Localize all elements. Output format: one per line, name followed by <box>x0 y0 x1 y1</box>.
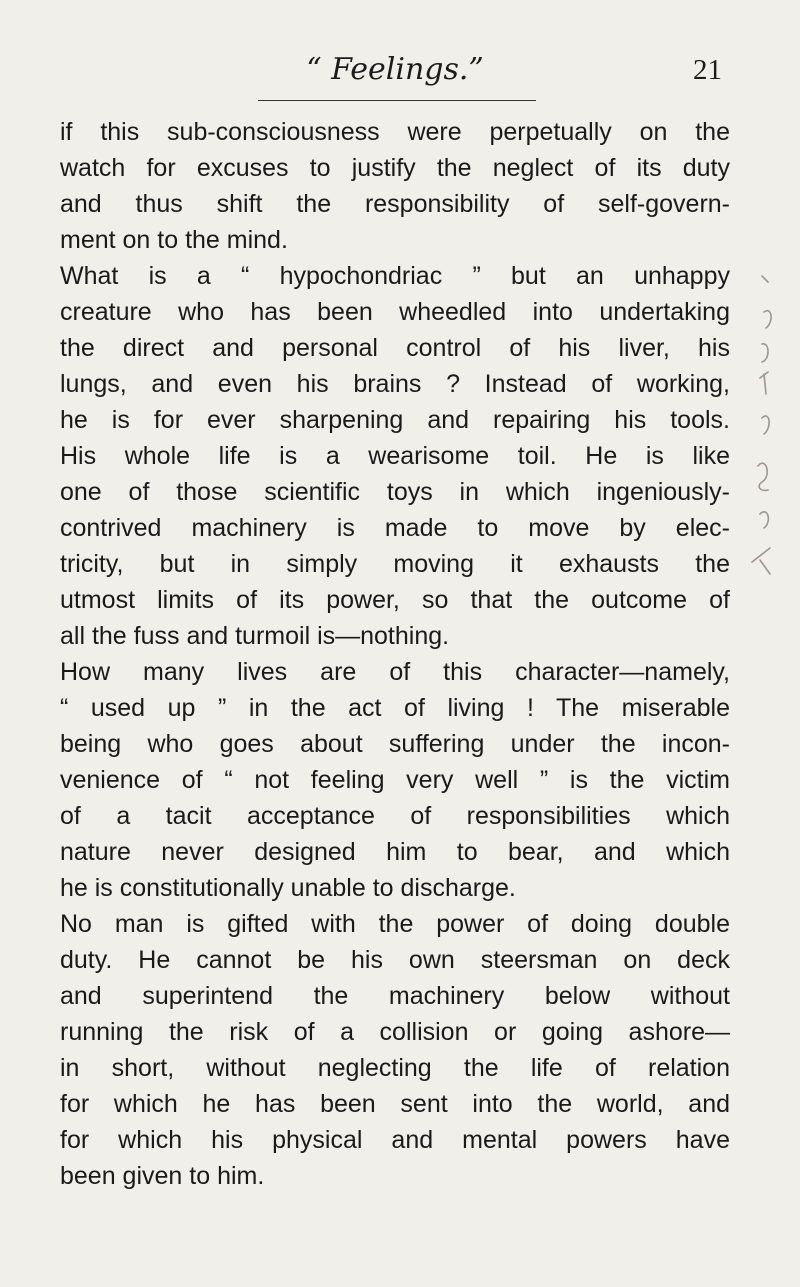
text-line: and thus shift the responsibility of self-govern- <box>60 190 730 218</box>
text-line: No man is gifted with the power of doing double <box>60 910 730 938</box>
text-line: he is for ever sharpening and repairing his tools. <box>60 406 730 434</box>
text-line: creature who has been wheedled into undertaking <box>60 298 730 326</box>
text-line: being who goes about suffering under the incon- <box>60 730 730 758</box>
body-text <box>60 114 730 1194</box>
text-line: the direct and personal control of his liver, his <box>60 334 730 362</box>
running-head <box>60 52 730 92</box>
header-rule <box>258 100 536 101</box>
page-number: 21 <box>693 54 722 86</box>
text-line: contrived machinery is made to move by elec- <box>60 514 730 542</box>
text-line: running the risk of a collision or going ashore— <box>60 1018 730 1046</box>
text-line: he is constitutionally unable to discharge. <box>60 874 516 902</box>
text-line: all the fuss and turmoil is—nothing. <box>60 622 450 650</box>
margin-bleed-marks <box>748 270 778 600</box>
text-line: of a tacit acceptance of responsibilities which <box>60 802 730 830</box>
text-line: and superintend the machinery below without <box>60 982 730 1010</box>
text-line: venience of “ not feeling very well ” is the victim <box>60 766 730 794</box>
text-line: nature never designed him to bear, and which <box>60 838 730 866</box>
text-line: How many lives are of this character—namely, <box>60 658 730 686</box>
text-line: His whole life is a wearisome toil. He is like <box>60 442 730 470</box>
text-line: ment on to the mind. <box>60 226 288 254</box>
text-line: utmost limits of its power, so that the outcome of <box>60 586 730 614</box>
running-title: “ Feelings.” <box>306 52 484 87</box>
text-line: What is a “ hypochondriac ” but an unhappy <box>60 262 730 290</box>
text-line: for which his physical and mental powers have <box>60 1126 730 1154</box>
text-line: watch for excuses to justify the neglect of its duty <box>60 154 730 182</box>
text-line: been given to him. <box>60 1162 265 1190</box>
text-line: for which he has been sent into the world, and <box>60 1090 730 1118</box>
text-line: tricity, but in simply moving it exhausts the <box>60 550 730 578</box>
text-line: lungs, and even his brains ? Instead of working, <box>60 370 730 398</box>
text-line: duty. He cannot be his own steersman on deck <box>60 946 730 974</box>
text-line: one of those scientific toys in which ingeniously- <box>60 478 730 506</box>
text-line: “ used up ” in the act of living ! The miserable <box>60 694 730 722</box>
text-line: if this sub-consciousness were perpetually on the <box>60 118 730 146</box>
text-line: in short, without neglecting the life of relation <box>60 1054 730 1082</box>
